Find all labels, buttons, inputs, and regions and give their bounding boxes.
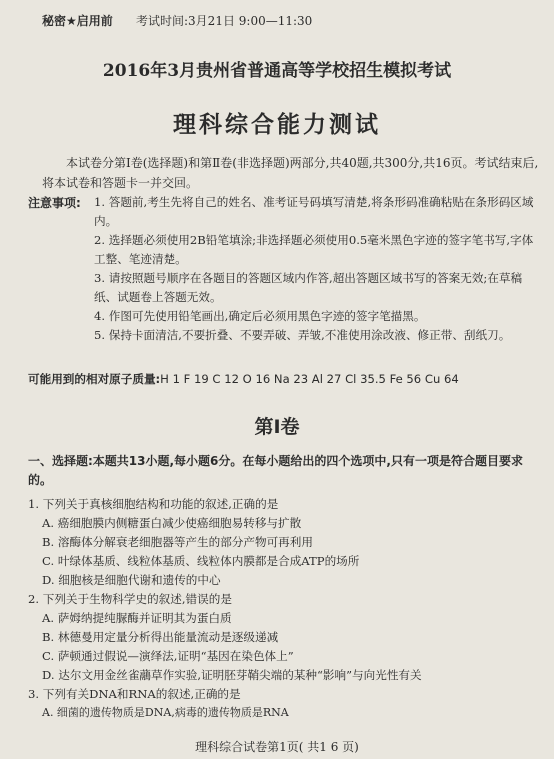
main-title: 理科综合能力测试 <box>173 112 381 138</box>
question-option: B. 林德曼用定量分析得出能量流动是逐级递减 <box>42 630 279 644</box>
question-option: C. 叶绿体基质、线粒体基质、线粒体内膜都是合成ATP的场所 <box>42 554 360 568</box>
question-stem: 2. 下列关于生物科学史的叙述,错误的是 <box>28 592 232 606</box>
atomic-mass-label: 可能用到的相对原子质量: <box>28 372 161 386</box>
note-item: 1. 答题前,考生先将自己的姓名、准考证号码填写清楚,将条形码准确粘贴在条形码区域内。 <box>94 195 534 228</box>
question-option: A. 癌细胞膜内侧糖蛋白减少使癌细胞易转移与扩散 <box>42 516 302 530</box>
question-stem: 1. 下列关于真核细胞结构和功能的叙述,正确的是 <box>28 497 279 511</box>
part-title: 一、选择题:本题共13小题,每小题6分。在每小题给出的四个选项中,只有一项是符合题目要求的。 <box>28 454 523 487</box>
secret-label: 秘密★启用前 <box>42 14 113 28</box>
note-item: 4. 作图可先使用铅笔画出,确定后必须用黑色字迹的签字笔描黑。 <box>94 309 426 323</box>
note-item: 3. 请按照题号顺序在各题目的答题区域内作答,超出答题区域书写的答案无效;在草稿纸、试题卷上答题无效。 <box>94 271 523 304</box>
atomic-mass-line <box>28 371 459 387</box>
atomic-mass-values: H 1 F 19 C 12 O 16 Na 23 Al 27 Cl 35.5 Fe 56 Cu 64 <box>160 372 459 386</box>
question-option: C. 萨顿通过假说—演绎法,证明“基因在染色体上” <box>42 649 294 663</box>
exam-time: 考试时间:3月21日 9:00—11:30 <box>136 14 313 28</box>
note-item: 5. 保持卡面清洁,不要折叠、不要弄破、弄皱,不准使用涂改液、修正带、刮纸刀。 <box>94 328 511 342</box>
notes-label: 注意事项: <box>28 196 81 210</box>
question-option: A. 萨姆纳提纯脲酶并证明其为蛋白质 <box>42 611 232 625</box>
question-option: B. 溶酶体分解衰老细胞器等产生的部分产物可再利用 <box>42 535 313 549</box>
intro-text: 本试卷分第Ⅰ卷(选择题)和第Ⅱ卷(非选择题)两部分,共40题,共300分,共16页。考试结束后,将本试卷和答题卡一并交回。 <box>42 156 539 190</box>
exam-title: 2016年3月贵州省普通高等学校招生模拟考试 <box>102 61 452 81</box>
section-title: 第Ⅰ卷 <box>254 416 300 438</box>
question-option: D. 达尔文用金丝雀虉草作实验,证明胚芽鞘尖端的某种“影响”与向光性有关 <box>42 668 422 682</box>
question-stem: 3. 下列有关DNA和RNA的叙述,正确的是 <box>28 687 241 701</box>
page-footer: 理科综合试卷第1页( 共1 6 页) <box>195 740 359 754</box>
intro-paragraph <box>42 153 542 193</box>
question-option: D. 细胞核是细胞代谢和遗传的中心 <box>42 573 221 587</box>
question-option: A. 细菌的遗传物质是DNA,病毒的遗传物质是RNA <box>42 706 289 719</box>
note-item: 2. 选择题必须使用2B铅笔填涂;非选择题必须使用0.5毫米黑色字迹的签字笔书写,字体工整、笔迹清楚。 <box>94 233 534 266</box>
